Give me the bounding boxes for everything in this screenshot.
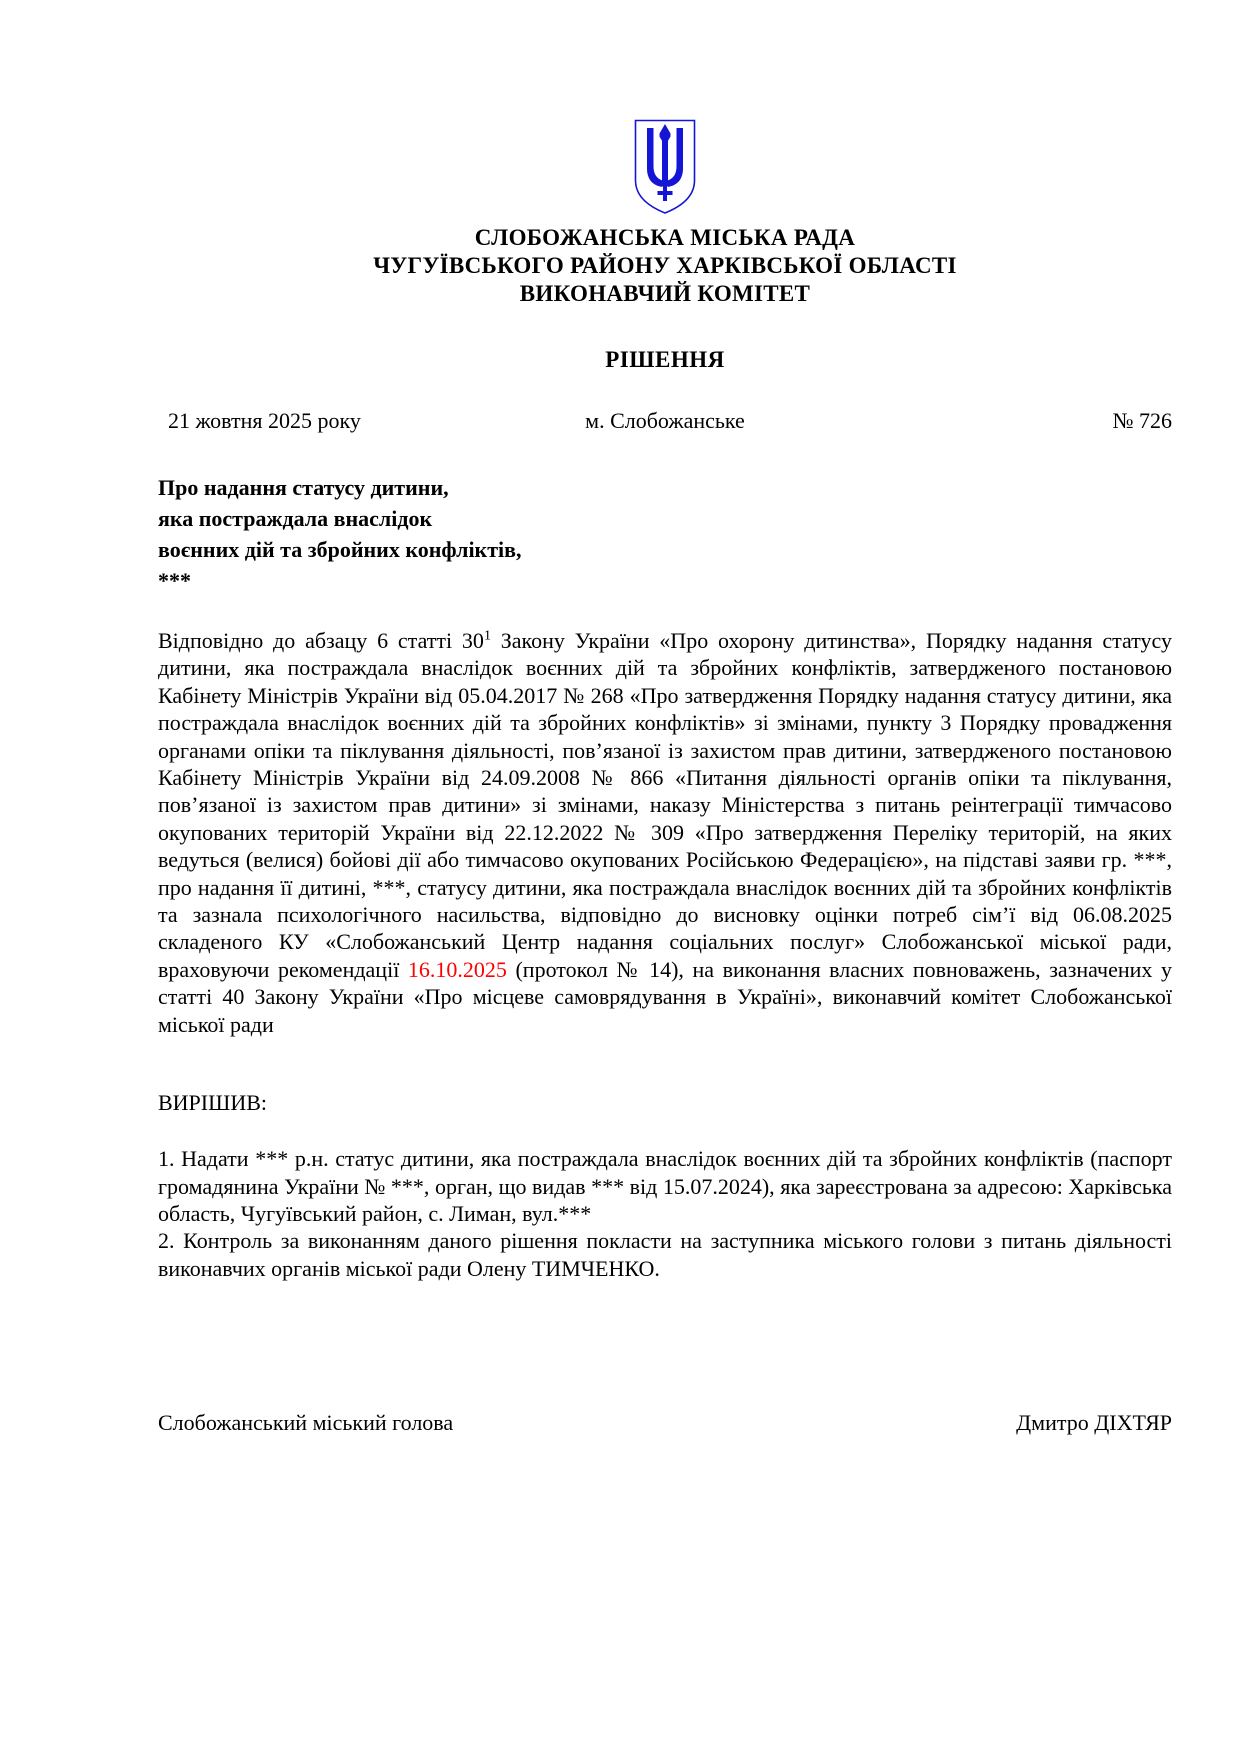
org-header [158, 224, 1172, 308]
resolution-item: 1. Надати *** р.н. статус дитини, яка постраждала внаслідок воєнних дій та збройних конфліктів (паспорт громадянина України № ***, орган, що видав *** від 15.07.2024), яка зареєстрована за адресою: Харківська область, Чугуївський район, с. Лиман, вул.*** [158, 1146, 1172, 1226]
meta-row [158, 408, 1172, 434]
committee-name: ВИКОНАВЧИЙ КОМІТЕТ [519, 281, 811, 306]
emblem-container [158, 118, 1172, 216]
subject-line: *** [158, 568, 191, 593]
preamble-text-middle: Закону України «Про охорону дитинства», Порядку надання статусу дитини, яка постраждала внаслідок воєнних дій та збройних конфліктів, затвердженого постановою Кабінету Міністрів України від 05.04.2017 № 268 «Про затвердження Порядку надання статусу дитини, яка постраждала внаслідок воєнних дій та збройних конфліктів» зі змінами, пункту 3 Порядку провадження органами опіки та піклування діяльності, пов’язаної із захистом прав дитини, затвердженого постановою Кабінету Міністрів України від 24.09.2008 № 866 «Питання діяльності органів опіки та піклування, пов’язаної із захистом прав дитини» зі змінами, наказу Міністерства з питань реінтеграції тимчасово окупованих територій України від 22.12.2022 № 309 «Про затвердження Переліку територій, на яких ведуться (велися) бойові дії або тимчасово окупованих Російською Федерацією», на підставі заяви гр. ***, про надання її дитині, ***, статусу дитини, яка постраждала внаслідок воєнних дій та збройних конфліктів та зазнала психологічного насильства, відповідно до висновку оцінки потреб сім’ї від 06.08.2025 складеного КУ «Слобожанський Центр надання соціальних послуг» Слобожанської міської ради, враховуючи рекомендації [158, 628, 1172, 982]
resolution-item: 2. Контроль за виконанням даного рішення покласти на заступника міського голови з питань діяльності виконавчих органів міської ради Олену ТИМЧЕНКО. [158, 1228, 1172, 1281]
doc-date: 21 жовтня 2025 року [168, 408, 361, 433]
doc-type-title: РІШЕННЯ [605, 347, 725, 372]
signer-name: Дмитро ДІХТЯР [1016, 1410, 1172, 1436]
council-name: СЛОБОЖАНСЬКА МІСЬКА РАДА [474, 225, 856, 250]
subject-line: воєнних дій та збройних конфліктів, [158, 537, 522, 562]
subject-line: яка постраждала внаслідок [158, 506, 433, 531]
district-name: ЧУГУЇВСЬКОГО РАЙОНУ ХАРКІВСЬКОЇ ОБЛАСТІ [373, 253, 957, 278]
subject-line: Про надання статусу дитини, [158, 475, 449, 500]
signer-position: Слобожанський міський голова [158, 1410, 454, 1436]
footnote-superscript: 1 [483, 628, 491, 644]
signature-row [158, 1410, 1172, 1436]
doc-number: № 726 [1112, 408, 1172, 433]
preamble-text-end: (протокол № 14), на виконання власних повноважень, зазначених у статті 40 Закону України «Про місцеве самоврядування в Україні», виконавчий комітет Слобожанської міської ради [158, 956, 1173, 1037]
doc-place: м. Слобожанське [585, 408, 745, 433]
resolution-heading: ВИРІШИВ: [158, 1090, 267, 1116]
subject-block [158, 472, 1172, 596]
preamble-text-start: Відповідно до абзацу 6 статті 30 [158, 628, 484, 653]
ukraine-trident-emblem-icon [632, 203, 698, 220]
preamble-paragraph [158, 627, 1172, 1038]
highlighted-date: 16.10.2025 [407, 956, 507, 982]
resolution-items [158, 1145, 1172, 1282]
